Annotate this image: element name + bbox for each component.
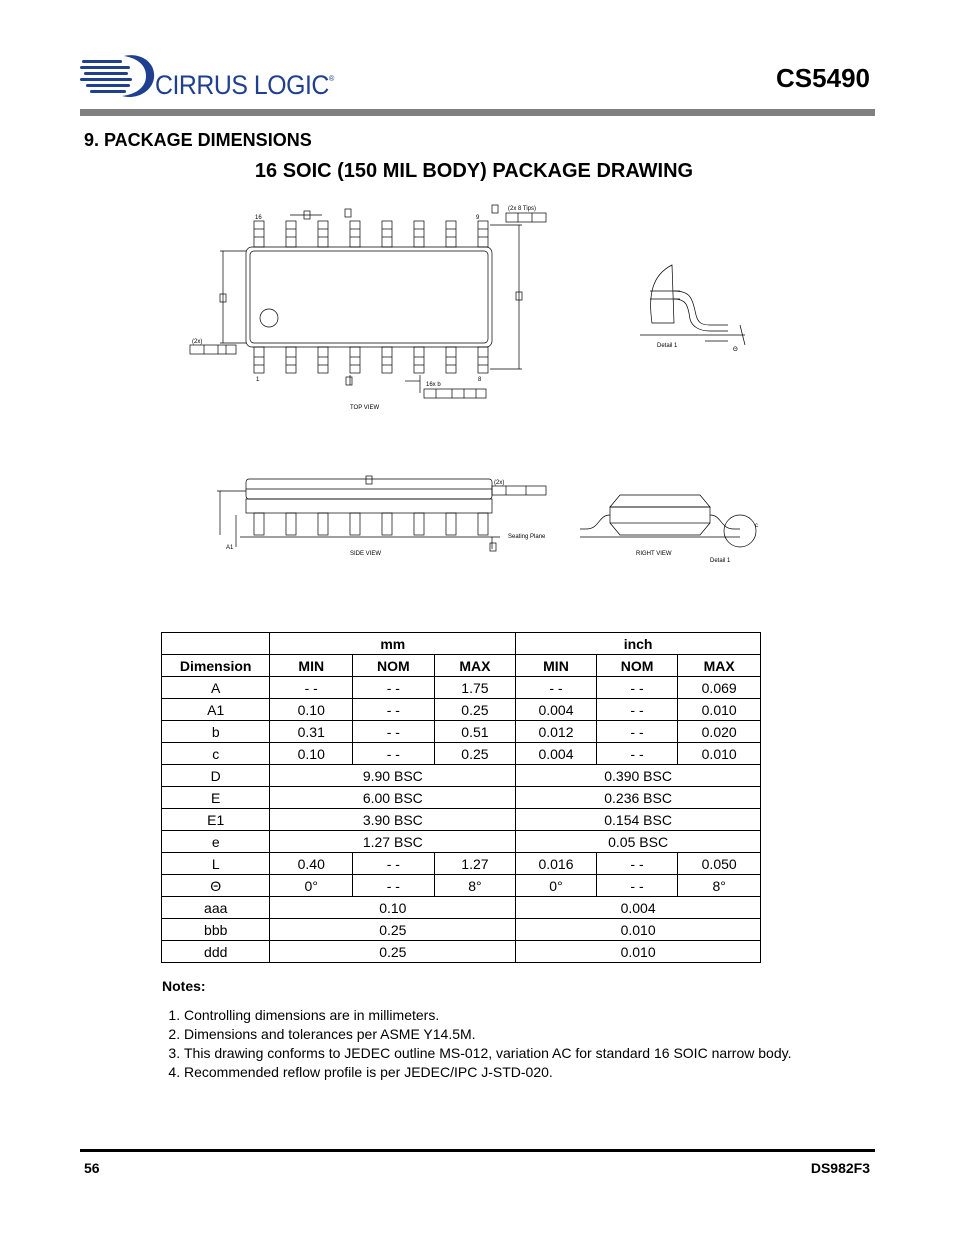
dimension-cell: Θ — [162, 875, 270, 897]
top-view — [190, 205, 546, 411]
dimension-cell: e — [162, 831, 270, 853]
package-drawing-svg — [180, 195, 780, 585]
value-cell: 0.10 — [270, 699, 353, 721]
dimension-cell: A — [162, 677, 270, 699]
table-row — [162, 787, 761, 809]
value-cell: 1.75 — [434, 677, 516, 699]
tolerance-frame-left — [190, 345, 236, 354]
inch-bsc-cell: 0.236 BSC — [516, 787, 761, 809]
a1-label: A1 — [226, 545, 234, 551]
page-number: 56 — [84, 1160, 100, 1176]
value-cell: 0.51 — [434, 721, 516, 743]
value-cell: 0.31 — [270, 721, 353, 743]
detail-1-label: Detail 1 — [657, 343, 678, 349]
pin-16-label: 16 — [255, 215, 262, 221]
seating-plane-label: Seating Plane — [508, 534, 546, 540]
value-cell: 8° — [678, 875, 761, 897]
column-header-dimension: Dimension — [162, 655, 270, 677]
value-cell: - - — [353, 875, 435, 897]
pin-9-label: 9 — [476, 215, 480, 221]
value-cell: - - — [353, 853, 435, 875]
table-column-header-row — [162, 655, 761, 677]
mm-bsc-cell: 6.00 BSC — [270, 787, 516, 809]
table-row — [162, 941, 761, 963]
group-header-mm: mm — [270, 633, 516, 655]
value-cell: 0.010 — [678, 699, 761, 721]
table-row — [162, 721, 761, 743]
header-rule — [80, 109, 875, 116]
x16b-label: 16x b — [426, 382, 441, 388]
table-group-header-row — [162, 633, 761, 655]
group-header-inch: inch — [516, 633, 761, 655]
theta-label: Θ — [733, 347, 738, 353]
value-cell: 0.069 — [678, 677, 761, 699]
section-title: 9. PACKAGE DIMENSIONS — [84, 130, 312, 150]
tolerance-frame-top — [506, 213, 546, 222]
value-cell: 0.40 — [270, 853, 353, 875]
note-item: 3. This drawing conforms to JEDEC outline MS-012, variation AC for standard 16 SOIC narrow body. — [184, 1044, 791, 1063]
table-row — [162, 677, 761, 699]
value-cell: 8° — [434, 875, 516, 897]
table-row — [162, 699, 761, 721]
mm-bsc-cell: 3.90 BSC — [270, 809, 516, 831]
inch-bsc-cell: 0.154 BSC — [516, 809, 761, 831]
table-row — [162, 765, 761, 787]
table-row — [162, 875, 761, 897]
mm-bsc-cell: 9.90 BSC — [270, 765, 516, 787]
notes-section — [162, 978, 791, 1082]
top-view-label: TOP VIEW — [350, 405, 380, 411]
mm-tolerance-cell: 0.25 — [270, 919, 516, 941]
inch-bsc-cell: 0.05 BSC — [516, 831, 761, 853]
detail-1-top — [640, 265, 745, 353]
value-cell: - - — [596, 875, 678, 897]
table-row — [162, 919, 761, 941]
package-drawings — [180, 195, 780, 585]
inch-tolerance-cell: 0.010 — [516, 941, 761, 963]
inch-bsc-cell: 0.390 BSC — [516, 765, 761, 787]
value-cell: - - — [596, 743, 678, 765]
dimensions-table — [161, 632, 761, 963]
value-cell: 0.25 — [434, 699, 516, 721]
pin-1-label: 1 — [256, 377, 260, 383]
footer-rule — [80, 1149, 875, 1152]
value-cell: 0.004 — [516, 699, 597, 721]
dimension-cell: c — [162, 743, 270, 765]
value-cell: - - — [596, 677, 678, 699]
value-cell: - - — [270, 677, 353, 699]
column-header-inch-max: MAX — [678, 655, 761, 677]
note-item: 4. Recommended reflow profile is per JEDEC/IPC J-STD-020. — [184, 1063, 791, 1082]
pin-8-label: 8 — [478, 377, 482, 383]
top-pins — [254, 221, 488, 247]
notes-list — [162, 1006, 791, 1082]
value-cell: - - — [516, 677, 597, 699]
table-row — [162, 809, 761, 831]
column-header-inch-min: MIN — [516, 655, 597, 677]
side-leads — [254, 513, 488, 535]
value-cell: - - — [353, 699, 435, 721]
value-cell: - - — [596, 853, 678, 875]
tips-label: (2x 8 Tips) — [508, 206, 537, 212]
value-cell: 1.27 — [434, 853, 516, 875]
value-cell: 0.012 — [516, 721, 597, 743]
group-header-blank — [162, 633, 270, 655]
drawing-title: 16 SOIC (150 MIL BODY) PACKAGE DRAWING — [254, 160, 694, 182]
logo-swoosh-icon — [80, 52, 160, 102]
value-cell: 0.25 — [434, 743, 516, 765]
value-cell: - - — [596, 699, 678, 721]
dimension-cell: A1 — [162, 699, 270, 721]
table-row — [162, 831, 761, 853]
bottom-pins — [254, 347, 488, 373]
part-number: CS5490 — [776, 63, 870, 93]
value-cell: 0.020 — [678, 721, 761, 743]
value-cell: 0.004 — [516, 743, 597, 765]
document-id: DS982F3 — [810, 1160, 870, 1176]
column-header-inch-nom: NOM — [596, 655, 678, 677]
value-cell: 0.016 — [516, 853, 597, 875]
value-cell: 0° — [516, 875, 597, 897]
logo-wordmark: CIRRUS LOGIC — [155, 70, 329, 100]
registered-mark: ® — [328, 74, 334, 83]
mm-tolerance-cell: 0.10 — [270, 897, 516, 919]
dimension-cell: E — [162, 787, 270, 809]
inch-tolerance-cell: 0.010 — [516, 919, 761, 941]
value-cell: - - — [353, 743, 435, 765]
table-row — [162, 853, 761, 875]
value-cell: - - — [353, 677, 435, 699]
column-header-mm-nom: NOM — [353, 655, 435, 677]
side-view-label: SIDE VIEW — [350, 551, 382, 557]
notes-title: Notes: — [162, 978, 206, 994]
x2-left-label: (2x) — [192, 339, 203, 345]
right-view — [580, 495, 758, 564]
tolerance-frame-side — [492, 486, 546, 495]
note-item: 1. Controlling dimensions are in millimeters. — [184, 1006, 791, 1025]
value-cell: - - — [596, 721, 678, 743]
table-row — [162, 743, 761, 765]
value-cell: 0° — [270, 875, 353, 897]
value-cell: 0.050 — [678, 853, 761, 875]
dimension-cell: E1 — [162, 809, 270, 831]
x2-side-label: (2x) — [494, 480, 505, 486]
detail-1b-label: Detail 1 — [710, 558, 731, 564]
right-view-label: RIGHT VIEW — [636, 551, 672, 557]
dimension-cell: bbb — [162, 919, 270, 941]
value-cell: 0.010 — [678, 743, 761, 765]
column-header-mm-max: MAX — [434, 655, 516, 677]
dimension-cell: ddd — [162, 941, 270, 963]
value-cell: 0.10 — [270, 743, 353, 765]
mm-tolerance-cell: 0.25 — [270, 941, 516, 963]
company-logo — [80, 52, 340, 102]
dimension-cell: aaa — [162, 897, 270, 919]
tolerance-frame-bottom — [424, 389, 486, 398]
c-label: c — [755, 523, 758, 529]
dimension-cell: L — [162, 853, 270, 875]
note-item: 2. Dimensions and tolerances per ASME Y14.5M. — [184, 1025, 791, 1044]
dimension-cell: D — [162, 765, 270, 787]
value-cell: - - — [353, 721, 435, 743]
inch-tolerance-cell: 0.004 — [516, 897, 761, 919]
column-header-mm-min: MIN — [270, 655, 353, 677]
side-view — [217, 476, 546, 557]
dimension-cell: b — [162, 721, 270, 743]
table-row — [162, 897, 761, 919]
mm-bsc-cell: 1.27 BSC — [270, 831, 516, 853]
